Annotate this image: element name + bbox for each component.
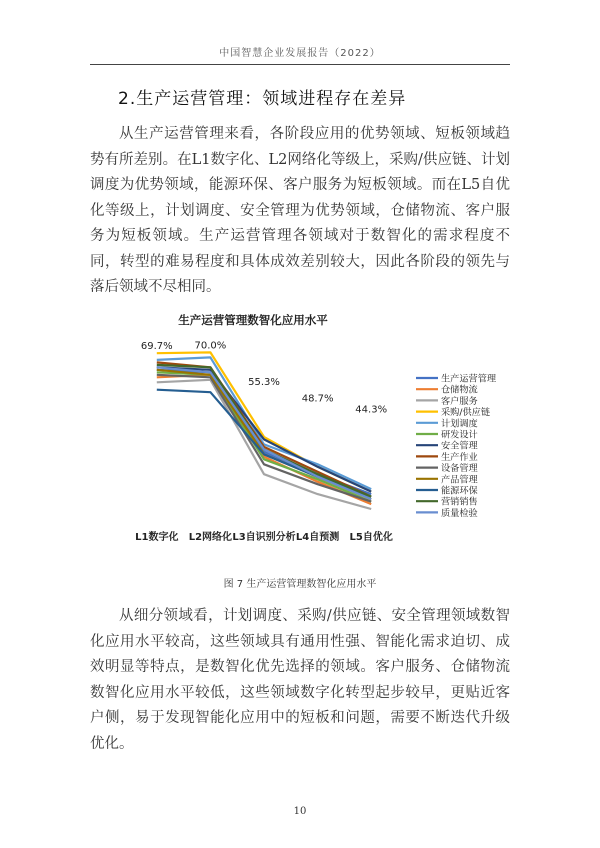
x-tick-label-0: L1数字化: [135, 532, 179, 543]
line-chart: [98, 312, 508, 560]
legend-label-0: 生产运营管理: [441, 373, 497, 385]
legend-label-10: 能源环保: [441, 485, 478, 497]
data-label-4: 44.3%: [355, 404, 388, 416]
x-tick-label-2: L3自识别分析: [232, 532, 296, 543]
x-tick-label-4: L5自优化: [349, 532, 393, 543]
x-tick-label-3: L4自预测: [295, 532, 340, 543]
data-label-1: 70.0%: [194, 340, 227, 352]
legend-label-12: 质量检验: [441, 507, 478, 519]
paragraph-2: 从细分领域看，计划调度、采购/供应链、安全管理领域数智化应用水平较高，这些领域具有通用性强、智能化需求迫切、成效明显等特点，是数智化优先选择的领域。客户服务、仓储物流数智化应用水平较低，这些领域数字化转型起步较早，更贴近客户侧，易于发现智能化应用中的短板和问题，需要不断迭代升级优化。: [90, 608, 510, 752]
section-title: 2.生产运营管理：领域进程存在差异: [118, 89, 407, 109]
x-tick-label-1: L2网络化: [188, 532, 233, 543]
data-label-0: 69.7%: [140, 341, 173, 353]
chart-svg: [98, 312, 508, 560]
page-number: 10: [293, 806, 307, 817]
legend-label-2: 客户服务: [441, 395, 478, 407]
data-label-2: 55.3%: [248, 376, 280, 388]
figure-caption: 图 7 生产运营管理数智化应用水平: [223, 579, 377, 590]
legend-label-4: 计划调度: [441, 418, 478, 430]
legend-label-11: 营销销售: [441, 496, 478, 508]
legend-label-8: 设备管理: [441, 463, 478, 475]
series-line-9: [157, 370, 371, 499]
data-label-3: 48.7%: [301, 393, 334, 405]
series-line-0: [157, 370, 371, 494]
legend-label-3: 采购/供应链: [441, 407, 491, 419]
chart-title: 生产运营管理数智化应用水平: [178, 313, 328, 327]
legend-label-1: 仓储物流: [441, 384, 478, 396]
legend-label-5: 研发设计: [441, 429, 478, 441]
legend-label-9: 产品管理: [441, 474, 478, 486]
legend-label-7: 生产作业: [441, 451, 478, 463]
header-divider: [90, 64, 510, 65]
legend-label-6: 安全管理: [441, 440, 478, 452]
running-header: 中国智慧企业发展报告（2022）: [219, 48, 381, 59]
paragraph-1: 从生产运营管理来看，各阶段应用的优势领域、短板领域趋势有所差别。在L1数字化、L2网络化等级上，采购/供应链、计划调度为优势领域，能源环保、客户服务为短板领域。而在L5自优化等级上，计划调度、安全管理为优势领域，仓储物流、客户服务为短板领域。生产运营管理各领域对于数智化的需求程度不同，转型的难易程度和具体成效差别较大，因此各阶段的领先与落后领域不尽相同。: [90, 126, 510, 295]
